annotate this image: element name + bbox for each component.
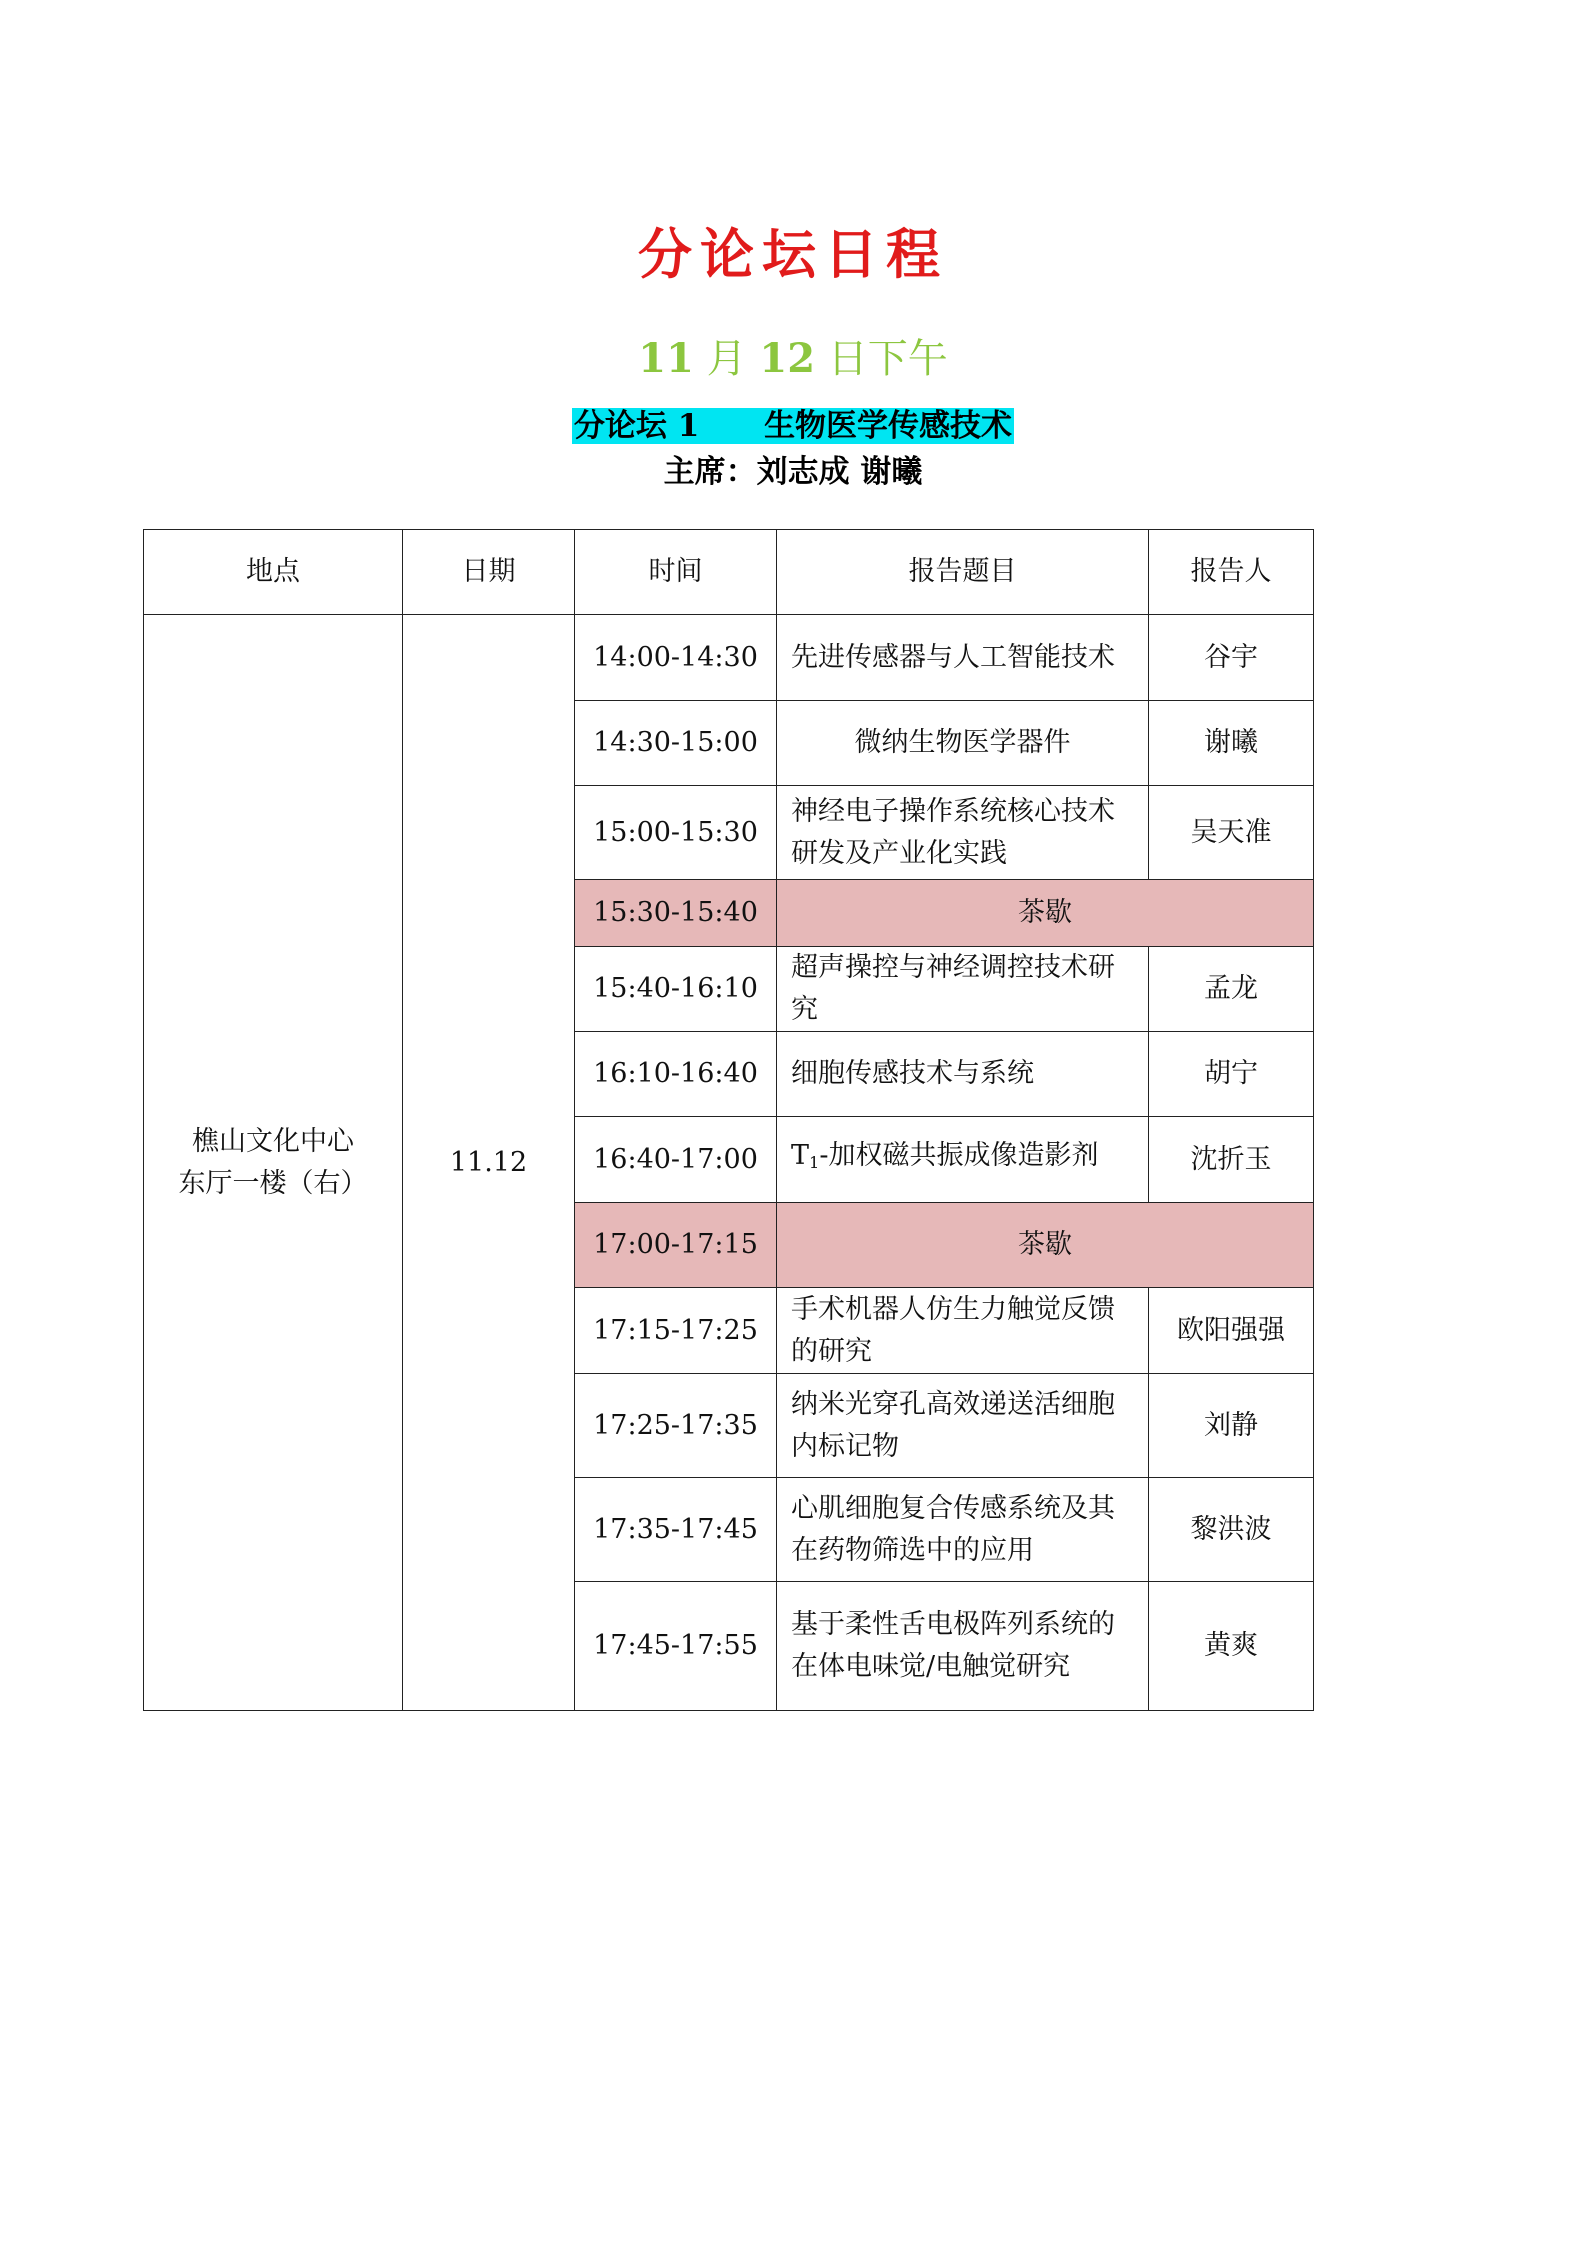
- header-venue: 地点: [144, 530, 403, 615]
- time-cell: 14:30-15:00: [575, 701, 777, 786]
- topic-cell: 先进传感器与人工智能技术: [777, 615, 1149, 701]
- forum-name: 分论坛 1: [573, 408, 700, 444]
- topic-cell: 纳米光穿孔高效递送活细胞内标记物: [777, 1374, 1149, 1478]
- time-cell: 16:10-16:40: [575, 1032, 777, 1117]
- table-header-row: [144, 530, 1314, 615]
- speaker-cell: 黎洪波: [1149, 1478, 1314, 1582]
- speaker-cell: 谷宇: [1149, 615, 1314, 701]
- topic-cell: 微纳生物医学器件: [777, 701, 1149, 786]
- topic-cell: 神经电子操作系统核心技术研发及产业化实践: [777, 786, 1149, 880]
- time-cell: 17:25-17:35: [575, 1374, 777, 1478]
- time-cell: 17:00-17:15: [575, 1203, 777, 1288]
- time-cell: 15:00-15:30: [575, 786, 777, 880]
- venue-line-2: 东厅一楼（右）: [178, 1167, 368, 1199]
- date-cell: 11.12: [403, 615, 575, 1711]
- date-rest: 日下午: [827, 336, 948, 382]
- forum-topic: 生物医学传感技术: [764, 408, 1013, 444]
- header-speaker: 报告人: [1149, 530, 1314, 615]
- break-label: 茶歇: [777, 1203, 1314, 1288]
- table-row: [144, 615, 1314, 701]
- speaker-cell: 沈折玉: [1149, 1117, 1314, 1203]
- time-cell: 17:15-17:25: [575, 1288, 777, 1374]
- topic-cell: 超声操控与神经调控技术研究: [777, 947, 1149, 1032]
- date-month-number: 11: [638, 335, 694, 382]
- speaker-cell: 吴天准: [1149, 786, 1314, 880]
- venue-cell: [144, 615, 403, 1711]
- topic-prefix: T: [791, 1140, 810, 1171]
- topic-cell: 心肌细胞复合传感系统及其在药物筛选中的应用: [777, 1478, 1149, 1582]
- topic-cell: [777, 1117, 1149, 1203]
- topic-subscript: 1: [809, 1153, 820, 1172]
- speaker-cell: 谢曦: [1149, 701, 1314, 786]
- forum-heading: [0, 400, 1586, 445]
- schedule-table: [143, 529, 1314, 1711]
- topic-cell: 基于柔性舌电极阵列系统的在体电味觉/电触觉研究: [777, 1582, 1149, 1711]
- speaker-cell: 黄爽: [1149, 1582, 1314, 1711]
- time-cell: 15:40-16:10: [575, 947, 777, 1032]
- date-heading: [0, 327, 1586, 384]
- speaker-cell: 胡宁: [1149, 1032, 1314, 1117]
- header-topic: 报告题目: [777, 530, 1149, 615]
- date-month-char: 月: [706, 336, 747, 382]
- time-cell: 17:45-17:55: [575, 1582, 777, 1711]
- topic-cell: 细胞传感技术与系统: [777, 1032, 1149, 1117]
- date-day-number: 12: [759, 335, 816, 382]
- forum-highlight: [572, 408, 1014, 444]
- speaker-cell: 刘静: [1149, 1374, 1314, 1478]
- speaker-cell: 孟龙: [1149, 947, 1314, 1032]
- header-date: 日期: [403, 530, 575, 615]
- break-label: 茶歇: [777, 880, 1314, 947]
- time-cell: 16:40-17:00: [575, 1117, 777, 1203]
- speaker-cell: 欧阳强强: [1149, 1288, 1314, 1374]
- time-cell: 15:30-15:40: [575, 880, 777, 947]
- venue-line-1: 樵山文化中心: [192, 1125, 354, 1157]
- topic-cell: 手术机器人仿生力触觉反馈的研究: [777, 1288, 1149, 1374]
- topic-rest: -加权磁共振成像造影剂: [819, 1140, 1099, 1171]
- header-time: 时间: [575, 530, 777, 615]
- forum-chairs: 主席：刘志成 谢曦: [663, 454, 923, 490]
- time-cell: 14:00-14:30: [575, 615, 777, 701]
- page-title: 分论坛日程: [638, 223, 948, 286]
- time-cell: 17:35-17:45: [575, 1478, 777, 1582]
